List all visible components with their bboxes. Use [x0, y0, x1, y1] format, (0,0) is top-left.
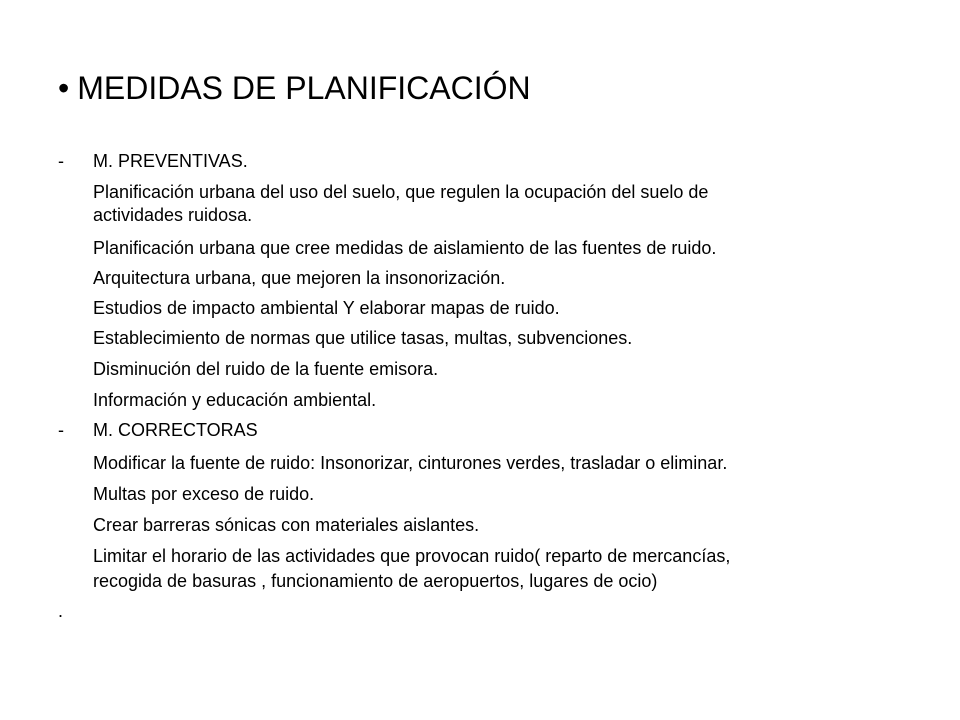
list-item-continuation: recogida de basuras , funcionamiento de aeropuertos, lugares de ocio) [93, 571, 658, 591]
title-text: MEDIDAS DE PLANIFICACIÓN [77, 70, 531, 106]
section-heading-preventivas: M. PREVENTIVAS. [93, 151, 248, 171]
list-item: Establecimiento de normas que utilice tasas, multas, subvenciones. [93, 328, 633, 348]
section-dash-preventivas: - [58, 151, 64, 171]
list-item-continuation: actividades ruidosa. [93, 205, 253, 225]
section-dash-correctoras: - [58, 420, 64, 440]
list-item: Crear barreras sónicas con materiales aislantes. [93, 515, 480, 535]
trailing-mark: . [58, 601, 64, 621]
list-item: Información y educación ambiental. [93, 390, 377, 410]
list-item: Multas por exceso de ruido. [93, 484, 315, 504]
section-heading-correctoras: M. CORRECTORAS [93, 420, 258, 440]
list-item: Estudios de impacto ambiental Y elaborar mapas de ruido. [93, 298, 560, 318]
list-item: Modificar la fuente de ruido: Insonorizar, cinturones verdes, trasladar o eliminar. [93, 453, 728, 473]
list-item: Disminución del ruido de la fuente emisora. [93, 359, 439, 379]
list-item: Planificación urbana que cree medidas de aislamiento de las fuentes de ruido. [93, 238, 717, 258]
list-item: Arquitectura urbana, que mejoren la insonorización. [93, 268, 506, 288]
list-item: Limitar el horario de las actividades que provocan ruido( reparto de mercancías, [93, 546, 731, 566]
title-bullet: • [58, 70, 70, 106]
list-item: Planificación urbana del uso del suelo, que regulen la ocupación del suelo de [93, 182, 709, 202]
